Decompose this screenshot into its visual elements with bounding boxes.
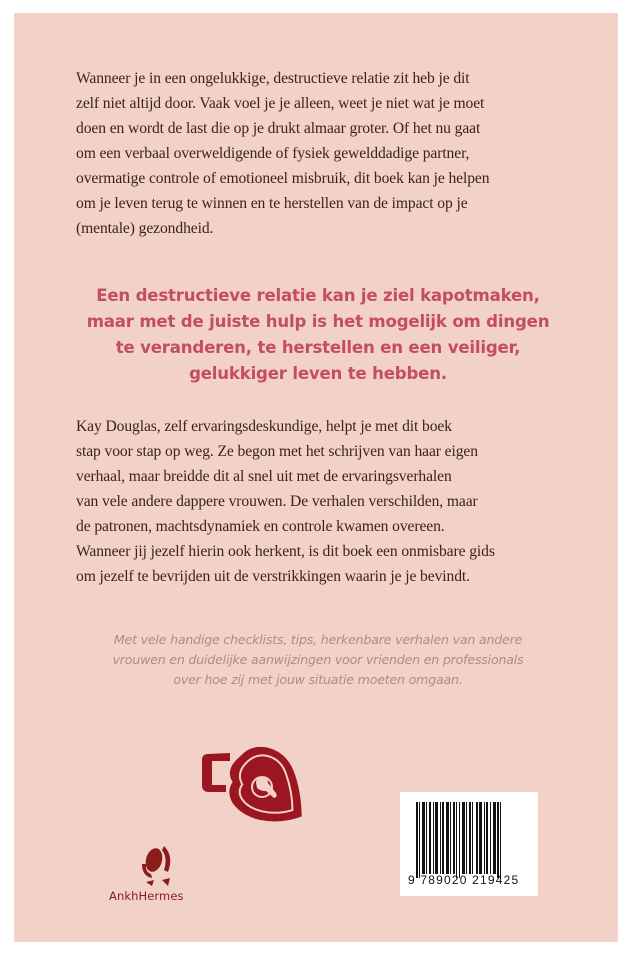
pull-quote <box>60 283 576 387</box>
quote-line: gelukkiger leven te hebben. <box>189 364 447 383</box>
author-line: stap voor stap op weg. Ze begon met het schrijven van haar eigen <box>76 443 478 460</box>
intro-line: overmatige controle of emotioneel misbruik, dit boek kan je helpen <box>76 170 490 187</box>
intro-line: om een verbaal overweldigende of fysiek gewelddadige partner, <box>76 145 470 162</box>
note-line: over hoe zij met jouw situatie moeten omgaan. <box>173 672 463 687</box>
author-line: Kay Douglas, zelf ervaringsdeskundige, helpt je met dit boek <box>76 418 452 435</box>
author-line: van vele andere dappere vrouwen. De verhalen verschilden, maar <box>76 493 478 510</box>
note-line: Met vele handige checklists, tips, herkenbare verhalen van andere <box>113 632 523 647</box>
quote-line: Een destructieve relatie kan je ziel kapotmaken, <box>96 286 540 305</box>
quote-line: te veranderen, te herstellen en een veiliger, <box>115 338 521 357</box>
author-line: om jezelf te bevrijden uit de verstrikkingen waarin je je bevindt. <box>76 568 470 585</box>
publisher-name: AnkhHermes <box>109 889 184 903</box>
intro-paragraph <box>76 66 576 241</box>
isbn-number: 9 789020 219425 <box>408 873 520 887</box>
isbn-barcode <box>400 792 538 896</box>
intro-line: Wanneer je in een ongelukkige, destructieve relatie zit heb je dit <box>76 70 470 87</box>
intro-line: om je leven terug te winnen en te herstellen van de impact op je <box>76 195 468 212</box>
barcode-bars <box>416 802 524 878</box>
intro-line: zelf niet altijd door. Vaak voel je je alleen, weet je niet wat je moet <box>76 95 485 112</box>
features-note <box>60 630 576 690</box>
author-line: Wanneer jij jezelf hierin ook herkent, is dit boek een onmisbare gids <box>76 543 495 560</box>
intro-line: doen en wordt de last die op je drukt almaar groter. Of het nu gaat <box>76 120 481 137</box>
author-line: de patronen, machtsdynamiek en controle kwamen overeen. <box>76 518 445 535</box>
heart-padlock-icon <box>196 745 326 835</box>
quote-line: maar met de juiste hulp is het mogelijk om dingen <box>86 312 550 331</box>
note-line: vrouwen en duidelijke aanwijzingen voor vrienden en professionals <box>112 652 524 667</box>
author-paragraph <box>76 414 576 589</box>
author-line: verhaal, maar breidde dit al snel uit met de ervaringsverhalen <box>76 468 452 485</box>
intro-line: (mentale) gezondheid. <box>76 220 214 237</box>
